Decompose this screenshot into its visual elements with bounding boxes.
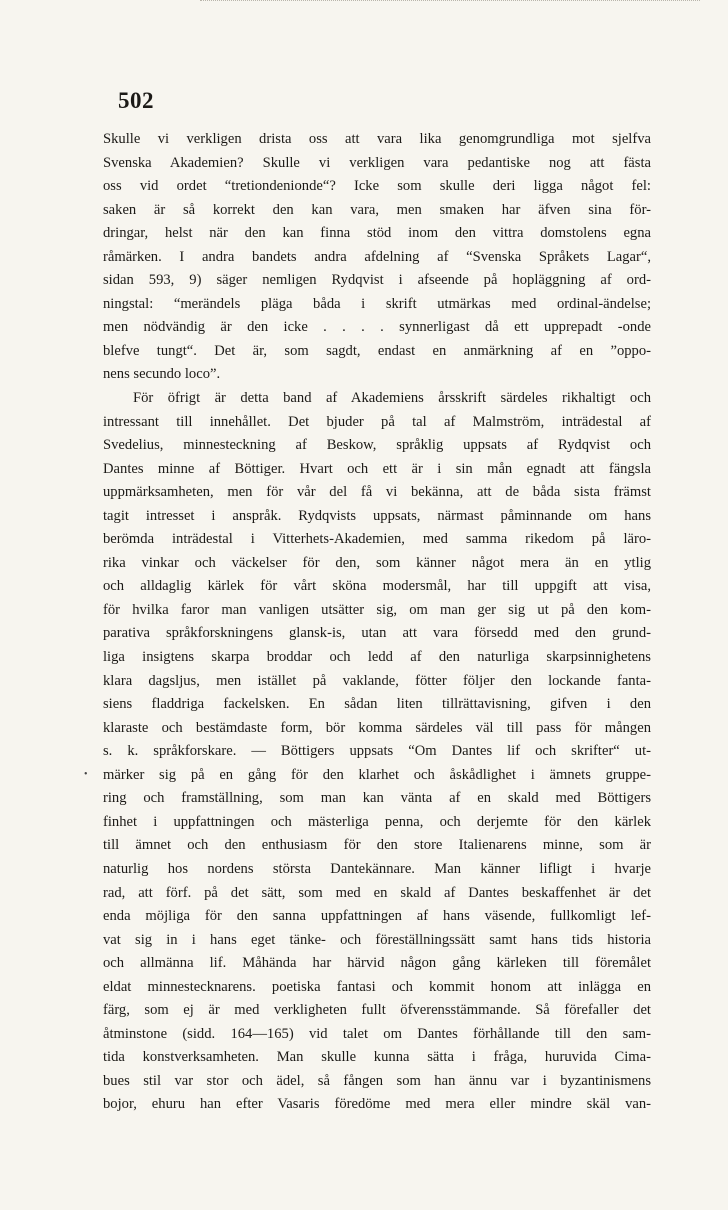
- text-line: dringar, helst när den kan finna stöd inom den vittra domstolens egna: [103, 225, 651, 242]
- text-line: sidan 593, 9) säger nemligen Rydqvist i afseende på hopläggning af ord-: [103, 272, 651, 289]
- text-line: oss vid ordet “tretiondenionde“? Icke som skulle deri ligga något fel:: [103, 178, 651, 195]
- text-line: rika vinkar och väckelser för den, som känner något mera än en ytlig: [103, 554, 651, 571]
- body-text: [103, 128, 651, 1117]
- text-line: intressant till innehållet. Det bjuder på tal af Malmström, inträdestal af: [103, 413, 651, 430]
- text-line: rad, att förf. på det sätt, som med en skald af Dantes beskaffenhet är det: [103, 884, 651, 901]
- text-line: enda möjliga för den sanna uppfattningen af hans väsende, fullkomligt lef-: [103, 908, 651, 925]
- paragraph-2: [103, 387, 651, 1117]
- page-number: 502: [118, 88, 154, 113]
- text-line: eldat minnestecknarens. poetiska fantasi och kommit honom att inlägga en: [103, 978, 651, 995]
- paragraph-1: [103, 128, 651, 387]
- text-line: naturlig hos nordens största Dantekännare. Man känner lifligt i hvarje: [103, 860, 651, 877]
- text-line: blefve tungt“. Det är, som sagdt, endast en anmärkning af en ”oppo-: [103, 342, 651, 359]
- text-line: till ämnet och den enthusiasm för den store Italienarens minne, som är: [103, 837, 651, 854]
- margin-mark: •: [84, 769, 88, 780]
- text-line: Dantes minne af Böttiger. Hvart och ett är i sin mån egnadt att fängsla: [103, 460, 651, 477]
- text-line: berömda inträdestal i Vitterhets-Akademien, med samma rikedom på läro-: [103, 531, 651, 548]
- text-line: ningstal: “merändels pläga båda i skrift utmärkas med ordinal-ändelse;: [103, 295, 651, 312]
- text-line: finhet i uppfattningen och mästerliga penna, och derjemte för den kärlek: [103, 813, 651, 830]
- text-line: märker sig på en gång för den klarhet och åskådlighet i ämnets gruppe-: [103, 766, 651, 783]
- text-line: uppmärksamheten, men för vår del få vi bekänna, att de båda sista främst: [103, 484, 651, 501]
- text-line: vat sig in i hans eget tänke- och föreställningssätt samt hans tids historia: [103, 931, 651, 948]
- text-line: och alldaglig kärlek för vårt sköna modersmål, har till uppgift att visa,: [103, 578, 651, 595]
- text-line: saken är så korrekt den kan vara, men smaken har äfven sina för-: [103, 201, 651, 218]
- text-line: Svedelius, minnesteckning af Beskow, språklig uppsats af Rydqvist och: [103, 437, 651, 454]
- text-line: men nödvändig är den icke . . . . synnerligast då ett upprepadt -onde: [103, 319, 651, 336]
- text-line: för hvilka faror man vanligen utsätter sig, om man ger sig ut på den kom-: [103, 601, 651, 618]
- text-line: ring och framställning, som man kan vänta af en skald med Böttigers: [103, 790, 651, 807]
- text-line: s. k. språkforskare. — Böttigers uppsats “Om Dantes lif och skrifter“ ut-: [103, 743, 651, 760]
- text-line: tagit intresset i anspråk. Rydqvists uppsats, närmast påminnande om hans: [103, 507, 651, 524]
- text-line: råmärken. I andra bandets andra afdelning af “Svenska Språkets Lagar“,: [103, 248, 651, 265]
- text-line: nens secundo loco”.: [103, 366, 221, 383]
- text-line: tida konstverksamheten. Man skulle kunna sätta i fråga, huruvida Cima-: [103, 1049, 651, 1066]
- text-line: bues stil var stor och ädel, så fången som han ännu var i byzantinismens: [103, 1072, 651, 1089]
- text-line: åtminstone (sidd. 164—165) vid talet om Dantes förhållande till den sam-: [103, 1025, 651, 1042]
- text-line: färg, som ej är med verkligheten fullt öfverensstämmande. Så förefaller det: [103, 1002, 651, 1019]
- text-line: klara dagsljus, men istället på vaklande, fötter följer den lockande fanta-: [103, 672, 651, 689]
- text-line: klaraste och bestämdaste form, bör komma särdeles väl till pass för mången: [103, 719, 651, 736]
- text-line: siens fladdriga fackelsken. En sådan liten tillrättavisning, gifven i den: [103, 696, 651, 713]
- top-edge-artifact: [200, 0, 700, 7]
- text-line: och allmänna lif. Måhända har härvid någon gång kärleken till föremålet: [103, 955, 651, 972]
- text-line: parativa språkforskningens glansk-is, utan att vara försedd med den grund-: [103, 625, 651, 642]
- text-line: För öfrigt är detta band af Akademiens årsskrift särdeles rikhaltigt och: [133, 390, 651, 407]
- text-line: liga insigtens skarpa broddar och ledd af den naturliga skarpsinnighetens: [103, 649, 651, 666]
- text-line: Svenska Akademien? Skulle vi verkligen vara pedantiske nog att fästa: [103, 154, 651, 171]
- text-line: Skulle vi verkligen drista oss att vara lika genomgrundliga mot sjelfva: [103, 131, 651, 147]
- text-line: bojor, ehuru han efter Vasaris föredöme med mera eller mindre skäl van-: [103, 1096, 651, 1113]
